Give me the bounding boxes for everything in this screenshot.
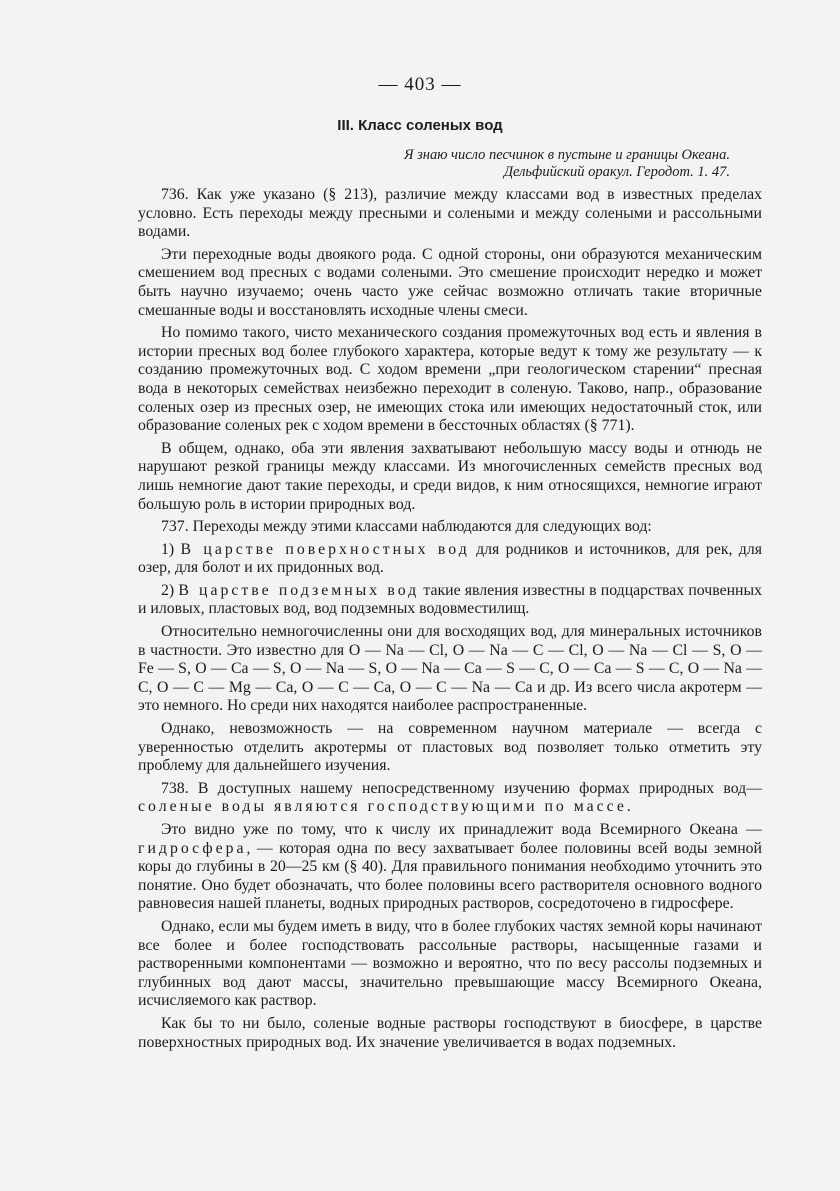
paragraph-text: , — которая одна по весу захватывает более половины всей воды земной коры до глубины в 20—25 км (§ 40). Для правильного понимания необходимо уточнить это понятие. Оно будет обозначать, что более половины всего растворителя основного водного равновесия нашей планеты, водных природных растворов, сосредоточено в гидросфере. — [138, 839, 762, 913]
paragraph-text: 737. Переходы между этими классами наблюдаются для следующих вод: — [161, 518, 652, 536]
paragraph-text: для родников и источников, для рек, для озер, для болот и их придонных вод. — [138, 540, 762, 577]
paragraph-prefix: 1) — [161, 540, 181, 558]
paragraph — [138, 440, 762, 514]
paragraph-text: В общем, однако, оба эти явления захватывают небольшую массу воды и отнюдь не нарушают резкой границы между классами. Из многочисленных семейств пресных вод лишь немногие дают такие переходы, и среди видов, к ним относящихся, немногие играют большую роль в истории природных вод. — [138, 439, 762, 513]
paragraph-prefix: 2) — [161, 581, 179, 599]
paragraph-text: . — [626, 798, 631, 816]
paragraph — [138, 623, 762, 716]
paragraph — [138, 780, 762, 817]
paragraph — [138, 720, 762, 776]
paragraph-text: Однако, невозможность — на современном научном материале — всегда с уверенностью отделить акротермы от пластовых вод позволяет только отметить эту проблему для дальнейшего изучения. — [138, 720, 762, 775]
paragraph — [138, 186, 762, 242]
paragraph-prefix: 738. В доступных нашему непосредственному изучению формах природных вод— — [161, 779, 762, 797]
emphasized-spaced-text: соленые воды являются господствующими по массе — [138, 798, 627, 816]
section-title: III. Класс соленых вод — [337, 117, 503, 134]
paragraph — [138, 582, 762, 619]
paragraph-text: Как бы то ни было, соленые водные растворы господствуют в биосфере, в царстве поверхностных природных вод. Их значение увеличивается в водах подземных. — [138, 1014, 762, 1051]
paragraph-text: Относительно немногочисленны они для восходящих вод, для минеральных источников в частности. Это известно для O — Na — Cl, O — Na — C — Cl, O — Na — Cl — S, O — Fe — S, O — Ca — S, O — Na — S, O — Na — Ca — S — C, O — Ca — S — C, O — Na — C, O — C — Mg — Ca, O — C — Ca, O — C — Na — Ca и др. Из всего числа акротерм — это немного. Но среди них находятся наиболее распространенные. — [138, 623, 762, 715]
paragraph — [138, 541, 762, 578]
paragraph — [138, 324, 762, 436]
epigraph — [404, 147, 730, 181]
paragraph-text: Однако, если мы будем иметь в виду, что в более глубоких частях земной коры начинают все более и более господствовать рассольные растворы, насыщенные газами и растворенными компонентами — возможно и вероятно, что по весу рассолы подземных и глубинных вод дают массы, значительно превышающие массу Всемирного Океана, исчисляемого как раствор. — [138, 917, 762, 1010]
paragraph — [138, 821, 762, 914]
page-number: — 403 — — [378, 74, 462, 95]
paragraph — [138, 1015, 762, 1052]
epigraph-quote: Я знаю число песчинок в пустыне и границы Океана. — [403, 147, 730, 163]
emphasized-spaced-text: В царстве подземных вод — [178, 581, 420, 599]
paragraph-text: такие явления известны в подцарствах почвенных и иловых, пластовых вод, вод подземных водовместилищ. — [138, 581, 762, 618]
paragraph — [138, 518, 762, 537]
emphasized-spaced-text: В царстве поверхностных вод — [180, 540, 470, 558]
paragraph-text: 736. Как уже указано (§ 213), различие между классами вод в известных пределах условно. Есть переходы между пресными и солеными и между солеными и рассольными водами. — [138, 186, 762, 241]
body-text — [138, 186, 762, 1056]
paragraph-prefix: Это видно уже по тому, что к числу их принадлежит вода Всемирного Океана — — [161, 821, 762, 838]
paragraph — [138, 918, 762, 1011]
paragraph-text: Эти переходные воды двоякого рода. С одной стороны, они образуются механическим смешением вод пресных с водами солеными. Это смешение происходит нередко и может быть научно изучаемо; очень часто уже сейчас возможно отличать такие вторичные смешанные воды и восстановлять исходные члены смеси. — [138, 245, 762, 319]
paragraph-text: Но помимо такого, чисто механического создания промежуточных вод есть и явления в истории пресных вод более глубокого характера, которые ведут к тому же результату — к созданию промежуточных вод. С ходом времени „при геологическом старении“ пресная вода в некоторых семействах неизбежно переходит в соленую. Таково, напр., образование соленых озер из пресных озер, не имеющих стока или имеющих недостаточный сток, или образование соленых рек с ходом времени в бессточных областях (§ 771). — [138, 324, 762, 435]
epigraph-source: Дельфийский оракул. Геродот. 1. 47. — [503, 164, 730, 180]
paragraph — [138, 246, 762, 320]
emphasized-spaced-text: гидросфера — [138, 839, 247, 857]
